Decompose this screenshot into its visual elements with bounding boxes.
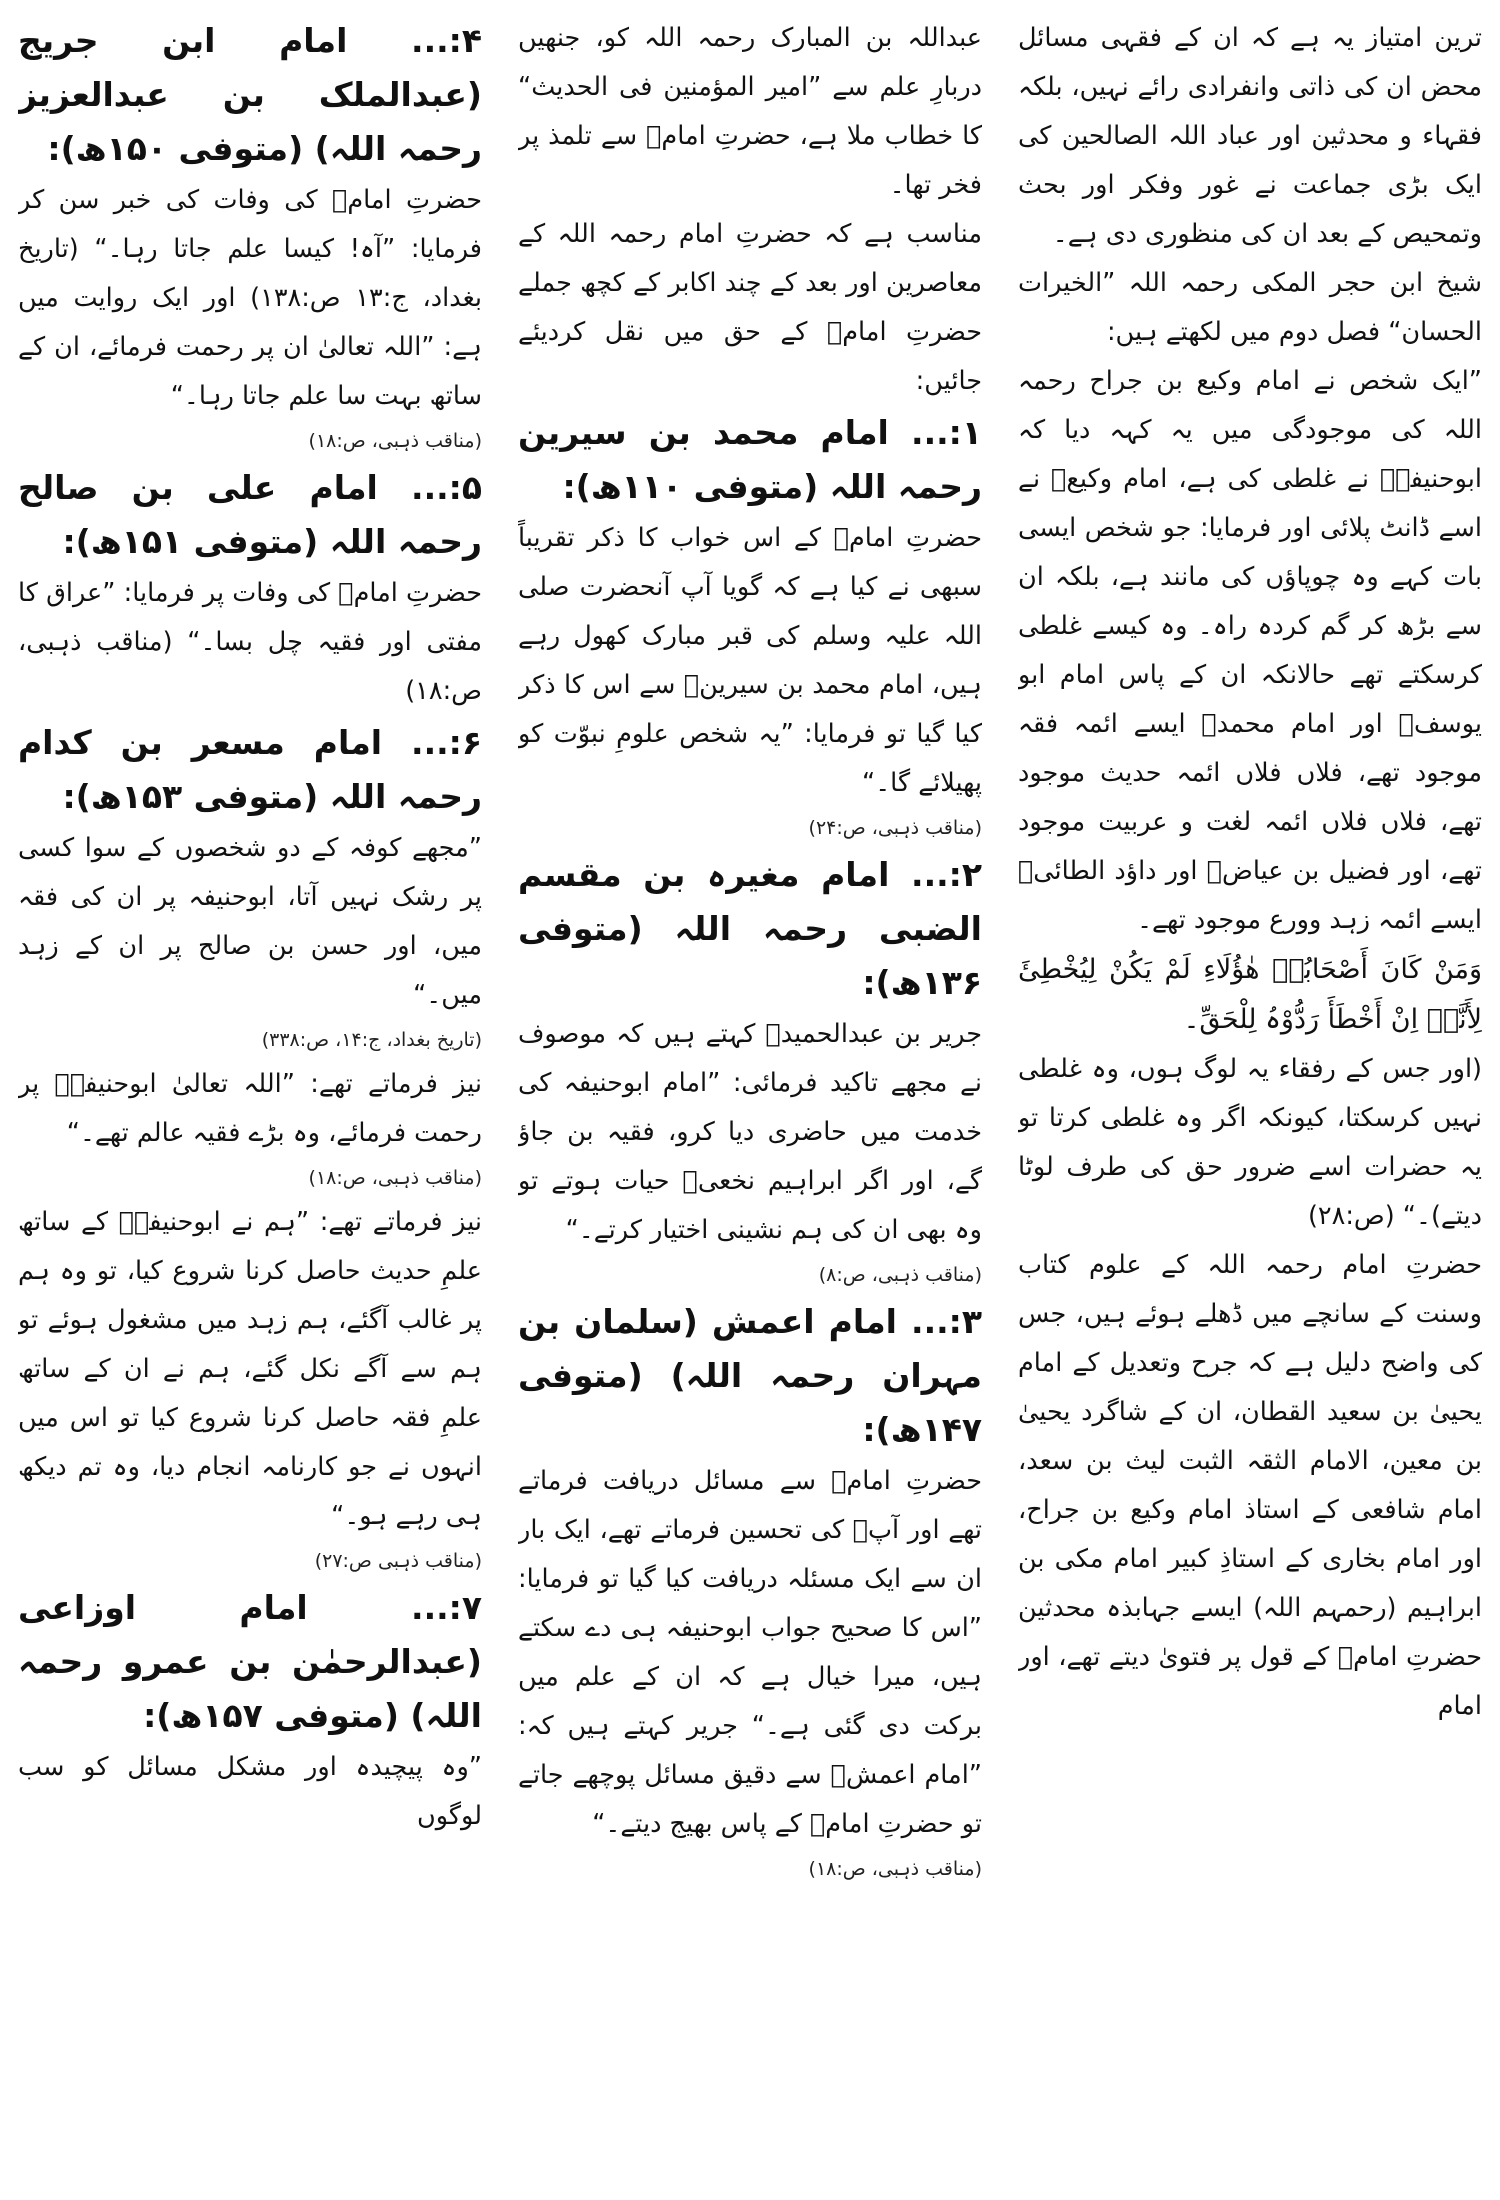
section-heading: ۵:... امام علی بن صالح رحمہ اللہ (متوفی ۱۵۱ھ): — [18, 468, 482, 561]
citation: (مناقب ذہبی، ص:۱۸) — [808, 1858, 982, 1880]
text-columns — [18, 14, 1482, 2186]
section-heading: ۴:... امام ابن جریج (عبدالملک بن عبدالعزیز رحمہ اللہ) (متوفی ۱۵۰ھ): — [18, 21, 482, 168]
arabic-quote: وَمَنْ کَانَ أَصْحَابُہٗ ھٰؤُلَاءِ لَمْ یَکُنْ لِیُخْطِیَٔ لِأَنَّہٗ اِنْ أَخْطَأَ رَدُّوْہُ لِلْحَقِّ۔ — [1018, 954, 1482, 1035]
paragraph: حضرتِ امامؒ سے مسائل دریافت فرماتے تھے اور آپؒ کی تحسین فرماتے تھے، ایک بار ان سے ایک مسئلہ دریافت کیا گیا تو فرمایا: ”اس کا صحیح جواب ابوحنیفہ ہی دے سکتے ہیں، میرا خیال ہے کہ ان کے علم میں برکت دی گئی ہے۔“ جریر کہتے ہیں کہ: ”امام اعمشؒ سے دقیق مسائل پوچھے جاتے تو حضرتِ امامؒ کے پاس بھیج دیتے۔“ — [518, 1466, 982, 1839]
paragraph: شیخ ابن حجر المکی رحمہ اللہ ”الخیرات الحسان“ فصل دوم میں لکھتے ہیں: — [1018, 268, 1482, 347]
quote-paragraph: ”مجھے کوفہ کے دو شخصوں کے سوا کسی پر رشک نہیں آتا، ابوحنیفہ پر ان کی فقہ میں، اور حسن بن صالح پر ان کے زہد میں۔“ — [18, 833, 482, 1010]
section-heading: ۳:... امام اعمش (سلمان بن مہران رحمہ اللہ) (متوفی ۱۴۷ھ): — [518, 1302, 982, 1449]
citation: (مناقب ذہبی، ص:۲۴) — [808, 817, 982, 839]
paragraph: نیز فرماتے تھے: ”ہم نے ابوحنیفہؒ کے ساتھ علمِ حدیث حاصل کرنا شروع کیا، تو وہ ہم پر غالب آگئے، ہم زہد میں مشغول ہوئے تو ہم سے آگے نکل گئے، ہم نے ان کے ساتھ علمِ فقہ حاصل کرنا شروع کیا تو اس میں انہوں نے جو کارنامہ انجام دیا، وہ تم دیکھ ہی رہے ہو۔“ — [18, 1207, 482, 1531]
section-heading: ۶:... امام مسعر بن کدام رحمہ اللہ (متوفی ۱۵۳ھ): — [18, 723, 482, 816]
citation: (مناقب ذہبی، ص:۱۸) — [308, 430, 482, 452]
quote-paragraph: ”ایک شخص نے امام وکیع بن جراح رحمہ اللہ کی موجودگی میں یہ کہہ دیا کہ ابوحنیفہؒ نے غلطی کی ہے، امام وکیعؒ نے اسے ڈانٹ پلائی اور فرمایا: جو شخص ایسی بات کہے وہ چوپاؤں کی مانند ہے، بلکہ ان سے بڑھ کر گم کردہ راہ۔ وہ کیسے غلطی کرسکتے تھے حالانکہ ان کے پاس امام ابو یوسفؒ اور امام محمدؒ ایسے ائمہ فقہ موجود تھے، فلاں فلاں ائمہ حدیث موجود تھے، فلاں فلاں ائمہ لغت و عربیت موجود تھے، اور فضیل بن عیاضؒ اور داؤد الطائیؒ ایسے ائمہ زہد وورع موجود تھے۔ — [1018, 366, 1482, 935]
section-heading: ۲:... امام مغیرہ بن مقسم الضبی رحمہ اللہ (متوفی ۱۳۶ھ): — [518, 855, 982, 1002]
paragraph: جریر بن عبدالحمیدؒ کہتے ہیں کہ موصوف نے مجھے تاکید فرمائی: ”امام ابوحنیفہ کی خدمت میں حاضری دیا کرو، فقیہ بن جاؤ گے، اور اگر ابراہیم نخعیؒ حیات ہوتے تو وہ بھی ان کی ہم نشینی اختیار کرتے۔“ — [518, 1019, 982, 1245]
column-left — [18, 14, 482, 2186]
column-right — [1018, 14, 1482, 2186]
citation: (مناقب ذہبی، ص:۱۸) — [308, 1167, 482, 1189]
citation: (مناقب ذہبی، ص:۸) — [818, 1264, 982, 1286]
paragraph: مناسب ہے کہ حضرتِ امام رحمہ اللہ کے معاصرین اور بعد کے چند اکابر کے کچھ جملے حضرتِ امامؒ کے حق میں نقل کردیئے جائیں: — [518, 219, 982, 396]
paragraph: حضرتِ امام رحمہ اللہ کے علوم کتاب وسنت کے سانچے میں ڈھلے ہوئے ہیں، جس کی واضح دلیل ہے کہ جرح وتعدیل کے امام یحییٰ بن سعید القطان، ان کے شاگرد یحییٰ بن معین، الامام الثقہ الثبت لیث بن سعد، امام شافعی کے استاذ امام وکیع بن جراح، اور امام بخاری کے استاذِ کبیر امام مکی بن ابراہیم (رحمہم اللہ) ایسے جہابذہ محدثین حضرتِ امامؒ کے قول پر فتویٰ دیتے تھے، اور امام — [1018, 1250, 1482, 1721]
paragraph: حضرتِ امامؒ کے اس خواب کا ذکر تقریباً سبھی نے کیا ہے کہ گویا آپ آنحضرت صلی اللہ علیہ وسلم کی قبر مبارک کھول رہے ہیں، امام محمد بن سیرینؒ سے اس کا ذکر کیا گیا تو فرمایا: ”یہ شخص علومِ نبوّت کو پھیلائے گا۔“ — [518, 523, 982, 798]
section-heading: ۱:... امام محمد بن سیرین رحمہ اللہ (متوفی ۱۱۰ھ): — [518, 413, 982, 506]
paragraph: حضرتِ امامؒ کی وفات پر فرمایا: ”عراق کا مفتی اور فقیہ چل بسا۔“ (مناقب ذہبی، ص:۱۸) — [18, 578, 482, 706]
section-heading: ۷:... امام اوزاعی (عبدالرحمٰن بن عمرو رحمہ اللہ) (متوفی ۱۵۷ھ): — [18, 1588, 482, 1735]
paragraph: ترین امتیاز یہ ہے کہ ان کے فقہی مسائل محض ان کی ذاتی وانفرادی رائے نہیں، بلکہ فقہاء و محدثین اور عباد اللہ الصالحین کی ایک بڑی جماعت نے غور وفکر اور بحث وتمحیص کے بعد ان کی منظوری دی ہے۔ — [1018, 23, 1482, 249]
paragraph: حضرتِ امامؒ کی وفات کی خبر سن کر فرمایا: ”آہ! کیسا علم جاتا رہا۔“ (تاریخ بغداد، ج:۱۳ ص:۱۳۸) اور ایک روایت میں ہے: ”اللہ تعالیٰ ان پر رحمت فرمائے، ان کے ساتھ بہت سا علم جاتا رہا۔“ — [18, 185, 482, 411]
paragraph: (اور جس کے رفقاء یہ لوگ ہوں، وہ غلطی نہیں کرسکتا، کیونکہ اگر وہ غلطی کرتا تو یہ حضرات اسے ضرور حق کی طرف لوٹا دیتے)۔“ (ص:۲۸) — [1018, 1054, 1482, 1231]
paragraph: نیز فرماتے تھے: ”اللہ تعالیٰ ابوحنیفہؒ پر رحمت فرمائے، وہ بڑے فقیہ عالم تھے۔“ — [18, 1069, 482, 1148]
paragraph: عبداللہ بن المبارک رحمہ اللہ کو، جنھیں دربارِ علم سے ”امیر المؤمنین فی الحدیث“ کا خطاب ملا ہے، حضرتِ امامؒ سے تلمذ پر فخر تھا۔ — [518, 23, 982, 200]
citation: (تاریخ بغداد، ج:۱۴، ص:۳۳۸) — [261, 1029, 482, 1051]
column-middle — [518, 14, 982, 2186]
paragraph: ”وہ پیچیدہ اور مشکل مسائل کو سب لوگوں — [18, 1752, 482, 1831]
citation: (مناقب ذہبی ص:۲۷) — [314, 1550, 482, 1572]
